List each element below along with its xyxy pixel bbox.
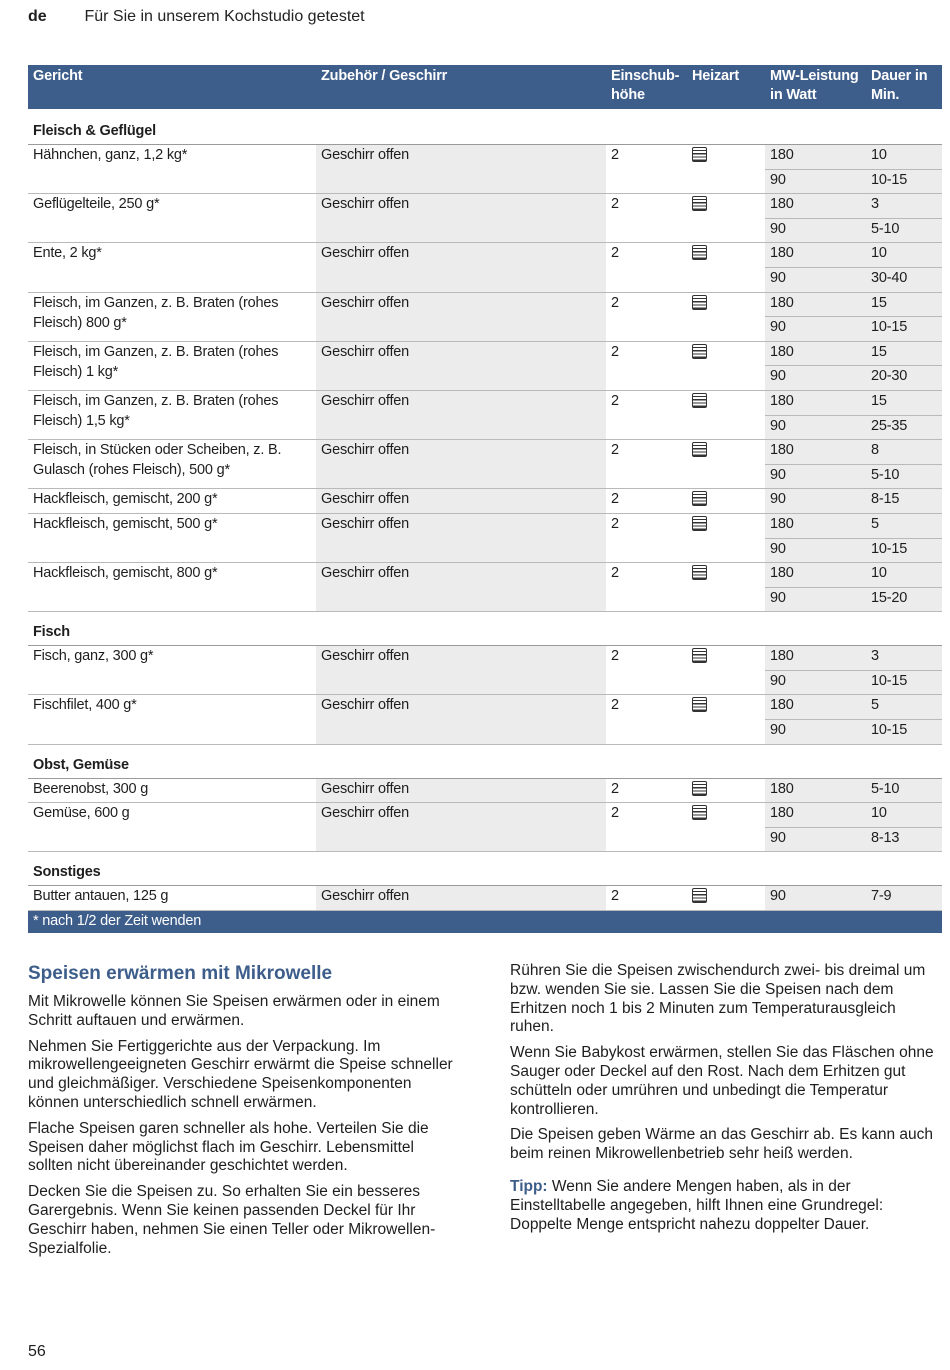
dish-cell: Fisch, ganz, 300 g*	[28, 646, 316, 695]
heating-cell	[687, 646, 765, 671]
accessory-cell: Geschirr offen	[316, 440, 606, 489]
table-row	[28, 778, 942, 803]
level-cell: 2	[606, 646, 687, 695]
accessory-cell: Geschirr offen	[316, 695, 606, 744]
heating-cell	[687, 243, 765, 268]
header-title: Für Sie in unserem Kochstudio getestet	[84, 8, 365, 25]
dish-cell: Beerenobst, 300 g	[28, 778, 316, 803]
language-label: de	[28, 8, 47, 25]
heating-cell	[687, 366, 765, 391]
table-row	[28, 440, 942, 465]
accessory-cell: Geschirr offen	[316, 243, 606, 292]
paragraph: Nehmen Sie Fertiggerichte aus der Verpackung. Im mikrowellengeeigneten Geschirr erwärmt die Speise schneller und gleichmäßiger. Verschiedene Speisenkomponenten können unterschiedlich schnell erwärmen.	[28, 1037, 453, 1111]
accessory-cell: Geschirr offen	[316, 341, 606, 390]
duration-cell: 10-15	[866, 317, 942, 342]
category-label: Fisch	[28, 612, 942, 646]
heating-cell	[687, 803, 765, 828]
dish-cell: Hackfleisch, gemischt, 500 g*	[28, 513, 316, 562]
microwave-icon	[692, 781, 707, 796]
power-cell: 90	[765, 720, 866, 745]
category-label: Sonstiges	[28, 852, 942, 886]
heating-cell	[687, 145, 765, 170]
table-row	[28, 489, 942, 514]
microwave-icon	[692, 295, 707, 310]
table-row	[28, 341, 942, 366]
category-row	[28, 612, 942, 646]
duration-cell: 15	[866, 292, 942, 317]
category-label: Fleisch & Geflügel	[28, 110, 942, 145]
duration-cell: 10-15	[866, 538, 942, 563]
table-row	[28, 243, 942, 268]
duration-cell: 20-30	[866, 366, 942, 391]
duration-cell: 3	[866, 646, 942, 671]
power-cell: 90	[765, 415, 866, 440]
level-cell: 2	[606, 513, 687, 562]
heating-cell	[687, 415, 765, 440]
level-cell: 2	[606, 563, 687, 612]
duration-cell: 10-15	[866, 169, 942, 194]
power-cell: 90	[765, 538, 866, 563]
dish-cell: Butter antauen, 125 g	[28, 886, 316, 911]
power-cell: 180	[765, 513, 866, 538]
duration-cell: 10	[866, 803, 942, 828]
level-cell: 2	[606, 440, 687, 489]
heating-cell	[687, 341, 765, 366]
accessory-cell: Geschirr offen	[316, 145, 606, 194]
accessory-cell: Geschirr offen	[316, 803, 606, 852]
category-row	[28, 852, 942, 886]
level-cell: 2	[606, 390, 687, 439]
microwave-icon	[692, 888, 707, 903]
table-header-row	[28, 65, 942, 110]
power-cell: 180	[765, 341, 866, 366]
heating-cell	[687, 538, 765, 563]
table-row	[28, 646, 942, 671]
heating-cell	[687, 563, 765, 588]
duration-cell: 8-13	[866, 827, 942, 852]
power-cell: 180	[765, 292, 866, 317]
category-label: Obst, Gemüse	[28, 744, 942, 778]
cooking-table	[28, 65, 942, 933]
duration-cell: 10	[866, 243, 942, 268]
power-cell: 180	[765, 646, 866, 671]
dish-cell: Hackfleisch, gemischt, 200 g*	[28, 489, 316, 514]
power-cell: 180	[765, 145, 866, 170]
dish-cell: Fleisch, im Ganzen, z. B. Braten (rohes Fleisch) 800 g*	[28, 292, 316, 341]
paragraph: Mit Mikrowelle können Sie Speisen erwärmen oder in einem Schritt auftauen und erwärmen.	[28, 993, 440, 1029]
power-cell: 90	[765, 267, 866, 292]
microwave-icon	[692, 516, 707, 531]
heating-cell	[687, 169, 765, 194]
col-header-power: MW-Leistung in Watt	[765, 65, 866, 110]
power-cell: 180	[765, 390, 866, 415]
dish-cell: Hackfleisch, gemischt, 800 g*	[28, 563, 316, 612]
microwave-icon	[692, 648, 707, 663]
dish-cell: Fleisch, im Ganzen, z. B. Braten (rohes Fleisch) 1 kg*	[28, 341, 316, 390]
power-cell: 180	[765, 803, 866, 828]
power-cell: 90	[765, 670, 866, 695]
microwave-icon	[692, 196, 707, 211]
table-row	[28, 803, 942, 828]
dish-cell: Gemüse, 600 g	[28, 803, 316, 852]
level-cell: 2	[606, 695, 687, 744]
power-cell: 180	[765, 778, 866, 803]
level-cell: 2	[606, 145, 687, 194]
level-cell: 2	[606, 886, 687, 911]
page-header	[28, 8, 365, 26]
duration-cell: 15	[866, 341, 942, 366]
heating-cell	[687, 827, 765, 852]
duration-cell: 10-15	[866, 670, 942, 695]
heating-cell	[687, 218, 765, 243]
accessory-cell: Geschirr offen	[316, 778, 606, 803]
accessory-cell: Geschirr offen	[316, 489, 606, 514]
heating-cell	[687, 194, 765, 219]
duration-cell: 8	[866, 440, 942, 465]
table-row	[28, 886, 942, 911]
duration-cell: 5	[866, 513, 942, 538]
footnote-row	[28, 911, 942, 934]
power-cell: 90	[765, 587, 866, 612]
paragraph: Decken Sie die Speisen zu. So erhalten Sie ein besseres Garergebnis. Wenn Sie keinen passenden Deckel für Ihr Geschirr haben, nehmen Sie einen Teller oder Mikrowellen-Spezialfolie.	[28, 1183, 436, 1257]
power-cell: 180	[765, 440, 866, 465]
duration-cell: 5-10	[866, 778, 942, 803]
table-row	[28, 695, 942, 720]
col-header-duration: Dauer in Min.	[866, 65, 942, 110]
level-cell: 2	[606, 194, 687, 243]
microwave-icon	[692, 442, 707, 457]
paragraph: Die Speisen geben Wärme an das Geschirr ab. Es kann auch beim reinen Mikrowellenbetrieb sehr heiß werden.	[510, 1126, 934, 1163]
section-heading: Speisen erwärmen mit Mikrowelle	[28, 963, 333, 984]
level-cell: 2	[606, 489, 687, 514]
power-cell: 180	[765, 695, 866, 720]
duration-cell: 30-40	[866, 267, 942, 292]
category-row	[28, 110, 942, 145]
paragraph: Rühren Sie die Speisen zwischendurch zwei- bis dreimal um bzw. wenden Sie sie. Lassen Sie die Speisen nach dem Erhitzen noch 1 bis 2 Minuten zum Temperaturausgleich ruhen.	[510, 962, 926, 1036]
microwave-icon	[692, 697, 707, 712]
col-header-accessory: Zubehör / Geschirr	[316, 65, 606, 110]
microwave-icon	[692, 147, 707, 162]
right-text-column	[510, 962, 942, 1241]
tip-paragraph	[510, 1178, 942, 1234]
category-row	[28, 744, 942, 778]
duration-cell: 10	[866, 563, 942, 588]
tip-text: Wenn Sie andere Mengen haben, als in der Einstelltabelle angegeben, hilft Ihnen eine Grundregel: Doppelte Menge entspricht nahezu doppelter Dauer.	[510, 1177, 884, 1233]
heating-cell	[687, 587, 765, 612]
dish-cell: Ente, 2 kg*	[28, 243, 316, 292]
power-cell: 90	[765, 366, 866, 391]
accessory-cell: Geschirr offen	[316, 646, 606, 695]
table-row	[28, 563, 942, 588]
table-row	[28, 194, 942, 219]
heating-cell	[687, 267, 765, 292]
heating-cell	[687, 695, 765, 720]
dish-cell: Fischfilet, 400 g*	[28, 695, 316, 744]
duration-cell: 3	[866, 194, 942, 219]
power-cell: 90	[765, 464, 866, 489]
heating-cell	[687, 720, 765, 745]
duration-cell: 5	[866, 695, 942, 720]
accessory-cell: Geschirr offen	[316, 563, 606, 612]
microwave-icon	[692, 805, 707, 820]
heating-cell	[687, 489, 765, 514]
col-header-level: Einschub- höhe	[606, 65, 687, 110]
power-cell: 90	[765, 489, 866, 514]
duration-cell: 10	[866, 145, 942, 170]
duration-cell: 10-15	[866, 720, 942, 745]
microwave-icon	[692, 491, 707, 506]
heating-cell	[687, 513, 765, 538]
dish-cell: Geflügelteile, 250 g*	[28, 194, 316, 243]
heating-cell	[687, 292, 765, 317]
power-cell: 90	[765, 886, 866, 911]
duration-cell: 15-20	[866, 587, 942, 612]
duration-cell: 25-35	[866, 415, 942, 440]
microwave-icon	[692, 245, 707, 260]
heating-cell	[687, 440, 765, 465]
col-header-dish: Gericht	[28, 65, 316, 110]
dish-cell: Hähnchen, ganz, 1,2 kg*	[28, 145, 316, 194]
dish-cell: Fleisch, in Stücken oder Scheiben, z. B. Gulasch (rohes Fleisch), 500 g*	[28, 440, 316, 489]
heating-cell	[687, 317, 765, 342]
paragraph: Flache Speisen garen schneller als hohe. Verteilen Sie die Speisen daher möglichst flach im Geschirr. Lebensmittel sollten nicht übereinander geschichtet werden.	[28, 1119, 429, 1175]
table-row	[28, 292, 942, 317]
left-text-column	[28, 962, 458, 1265]
table-row	[28, 513, 942, 538]
duration-cell: 8-15	[866, 489, 942, 514]
table-row	[28, 145, 942, 170]
power-cell: 90	[765, 169, 866, 194]
heating-cell	[687, 390, 765, 415]
power-cell: 180	[765, 194, 866, 219]
footnote: * nach 1/2 der Zeit wenden	[28, 911, 942, 934]
power-cell: 90	[765, 218, 866, 243]
accessory-cell: Geschirr offen	[316, 886, 606, 911]
page-number: 56	[28, 1343, 46, 1360]
accessory-cell: Geschirr offen	[316, 513, 606, 562]
microwave-icon	[692, 344, 707, 359]
accessory-cell: Geschirr offen	[316, 292, 606, 341]
duration-cell: 5-10	[866, 464, 942, 489]
microwave-icon	[692, 565, 707, 580]
power-cell: 180	[765, 563, 866, 588]
duration-cell: 7-9	[866, 886, 942, 911]
microwave-icon	[692, 393, 707, 408]
power-cell: 180	[765, 243, 866, 268]
level-cell: 2	[606, 778, 687, 803]
duration-cell: 15	[866, 390, 942, 415]
heating-cell	[687, 886, 765, 911]
level-cell: 2	[606, 292, 687, 341]
level-cell: 2	[606, 341, 687, 390]
power-cell: 90	[765, 827, 866, 852]
paragraph: Wenn Sie Babykost erwärmen, stellen Sie das Fläschen ohne Sauger oder Deckel auf den Rost. Nach dem Erhitzen gut schütteln oder umrühren und unbedingt die Temperatur kontrollieren.	[510, 1044, 934, 1118]
heating-cell	[687, 464, 765, 489]
col-header-heating: Heizart	[687, 65, 765, 110]
accessory-cell: Geschirr offen	[316, 194, 606, 243]
duration-cell: 5-10	[866, 218, 942, 243]
table-row	[28, 390, 942, 415]
heating-cell	[687, 670, 765, 695]
level-cell: 2	[606, 243, 687, 292]
level-cell: 2	[606, 803, 687, 852]
tip-label: Tipp:	[510, 1177, 548, 1195]
accessory-cell: Geschirr offen	[316, 390, 606, 439]
heating-cell	[687, 778, 765, 803]
dish-cell: Fleisch, im Ganzen, z. B. Braten (rohes Fleisch) 1,5 kg*	[28, 390, 316, 439]
power-cell: 90	[765, 317, 866, 342]
